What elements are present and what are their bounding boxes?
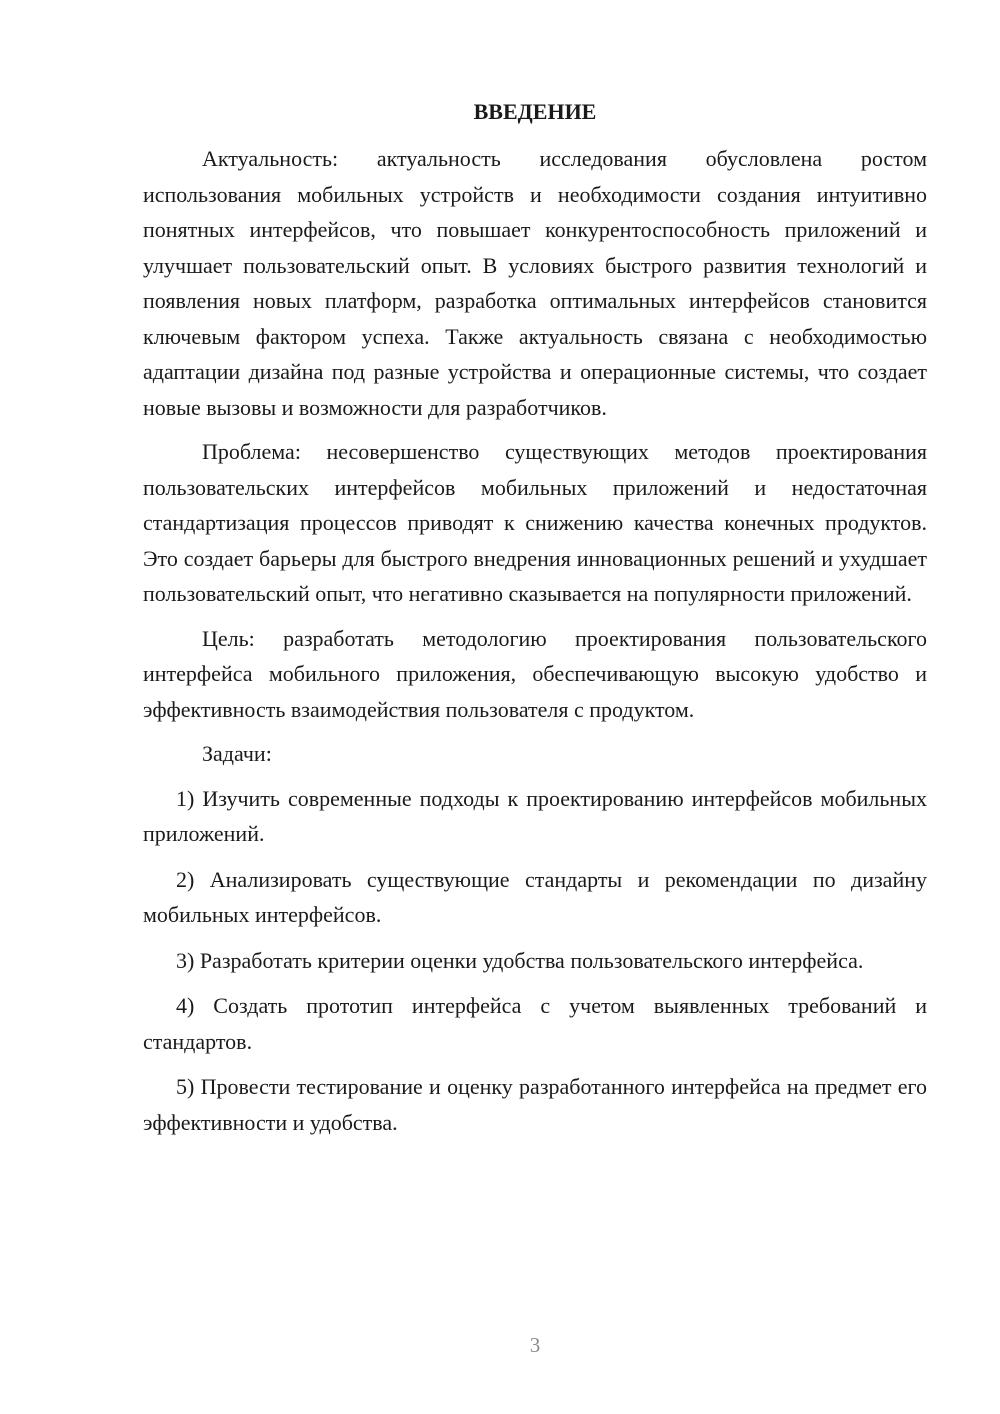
task-item: 2) Анализировать существующие стандарты и рекомендации по дизайну мобильных интерфейсов. (143, 866, 927, 927)
page-title: ВВЕДЕНИЕ (473, 99, 597, 124)
problem-paragraph: Проблема: несовершенство существующих методов проектирования пользовательских интерфейсов мобильных приложений и недостаточная стандартизация процессов приводят к снижению качества конечных продуктов. Это создает барьеры для быстрого внедрения инновационных решений и ухудшает пользовательский опыт, что негативно сказывается на популярности приложений. (143, 439, 927, 606)
page-content (143, 94, 927, 1140)
task-item: 4) Создать прототип интерфейса с учетом выявленных требований и стандартов. (143, 993, 927, 1054)
task-item: 5) Провести тестирование и оценку разработанного интерфейса на предмет его эффективности и удобства. (143, 1074, 927, 1135)
tasks-list (143, 781, 927, 1141)
relevance-paragraph: Актуальность: актуальность исследования обусловлена ростом использования мобильных устройств и необходимости создания интуитивно понятных интерфейсов, что повышает конкурентоспособность приложений и улучшает пользовательский опыт. В условиях быстрого развития технологий и появления новых платформ, разработка оптимальных интерфейсов становится ключевым фактором успеха. Также актуальность связана с необходимостью адаптации дизайна под разные устройства и операционные системы, что создает новые вызовы и возможности для разработчиков. (143, 146, 927, 420)
tasks-heading: Задачи: (202, 741, 272, 766)
task-item: 1) Изучить современные подходы к проектированию интерфейсов мобильных приложений. (143, 785, 927, 846)
task-item: 3) Разработать критерии оценки удобства пользовательского интерфейса. (176, 947, 864, 973)
page-number: 3 (529, 1333, 541, 1357)
goal-paragraph: Цель: разработать методологию проектирования пользовательского интерфейса мобильного приложения, обеспечивающую высокую удобство и эффективность взаимодействия пользователя с продуктом. (143, 625, 927, 722)
